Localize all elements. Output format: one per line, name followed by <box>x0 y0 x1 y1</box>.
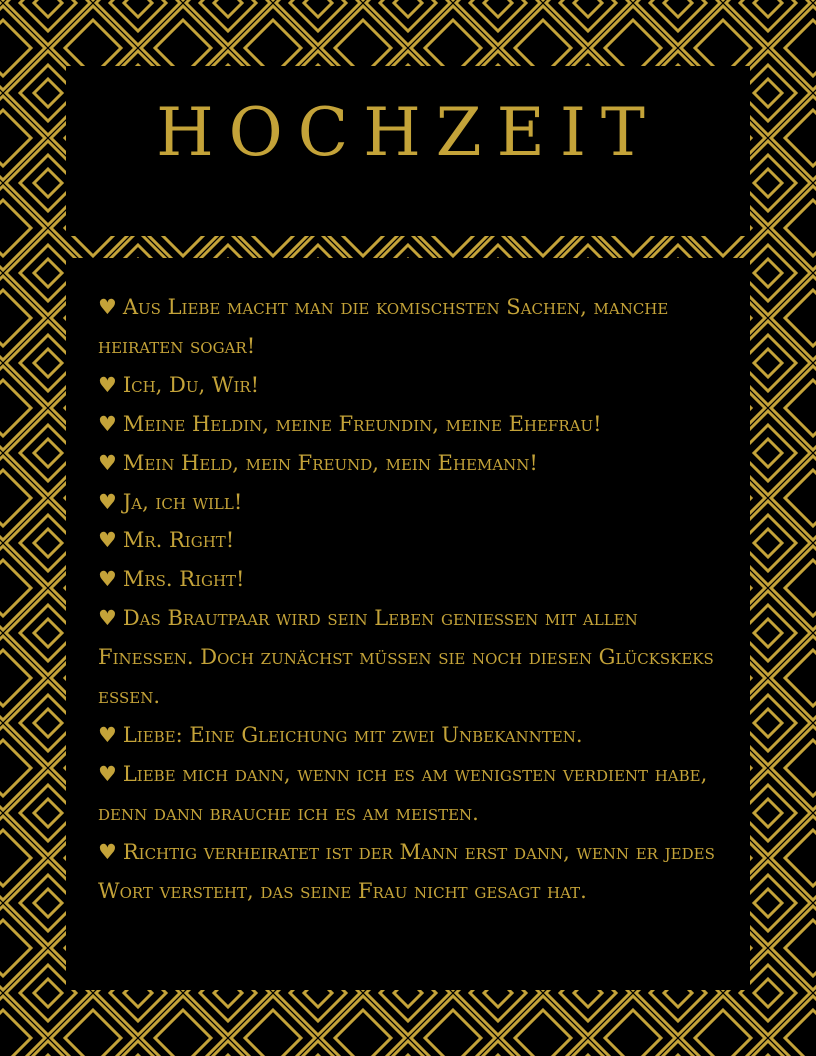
heart-icon: ♥ <box>98 839 117 864</box>
list-item <box>98 716 720 755</box>
quote-text: Ja, ich will! <box>122 489 243 514</box>
quote-text: Das Brautpaar wird sein Leben genießen mit allen Finessen. Doch zunächst müssen sie noch diesen Glückskeks essen. <box>98 606 714 709</box>
quote-text: Mr. Right! <box>122 528 235 553</box>
heart-icon: ♥ <box>98 450 117 475</box>
list-item <box>98 755 720 833</box>
quote-text: Ich, Du, Wir! <box>122 372 260 397</box>
heart-icon: ♥ <box>98 528 117 553</box>
list-item <box>98 288 720 366</box>
quote-text: Richtig verheiratet ist der Mann erst dann, wenn er jedes Wort versteht, das seine Frau nicht gesagt hat. <box>98 839 715 903</box>
quote-list <box>98 288 720 911</box>
list-item <box>98 444 720 483</box>
quote-text: Mrs. Right! <box>122 567 245 592</box>
list-item <box>98 483 720 522</box>
quote-text: Mein Held, mein Freund, mein Ehemann! <box>122 450 538 475</box>
quote-text: Liebe: Eine Gleichung mit zwei Unbekannten. <box>122 722 583 747</box>
list-item <box>98 366 720 405</box>
list-item <box>98 405 720 444</box>
heart-icon: ♥ <box>98 567 117 592</box>
list-item <box>98 599 720 716</box>
quote-text: Meine Heldin, meine Freundin, meine Ehefrau! <box>122 411 602 436</box>
heart-icon: ♥ <box>98 295 117 319</box>
heart-icon: ♥ <box>98 372 117 397</box>
quote-text: Liebe mich dann, wenn ich es am wenigsten verdient habe, denn dann brauche ich es am meisten. <box>98 761 708 825</box>
heart-icon: ♥ <box>98 411 117 436</box>
heart-icon: ♥ <box>98 722 117 747</box>
heart-icon: ♥ <box>98 489 117 514</box>
heart-icon: ♥ <box>98 761 117 786</box>
list-item <box>98 560 720 599</box>
heart-icon: ♥ <box>98 606 117 631</box>
list-item <box>98 521 720 560</box>
quote-text: Aus Liebe macht man die komischsten Sachen, manche heiraten sogar! <box>98 295 669 358</box>
list-item <box>98 833 720 911</box>
page-title: HOCHZEIT <box>156 94 660 171</box>
